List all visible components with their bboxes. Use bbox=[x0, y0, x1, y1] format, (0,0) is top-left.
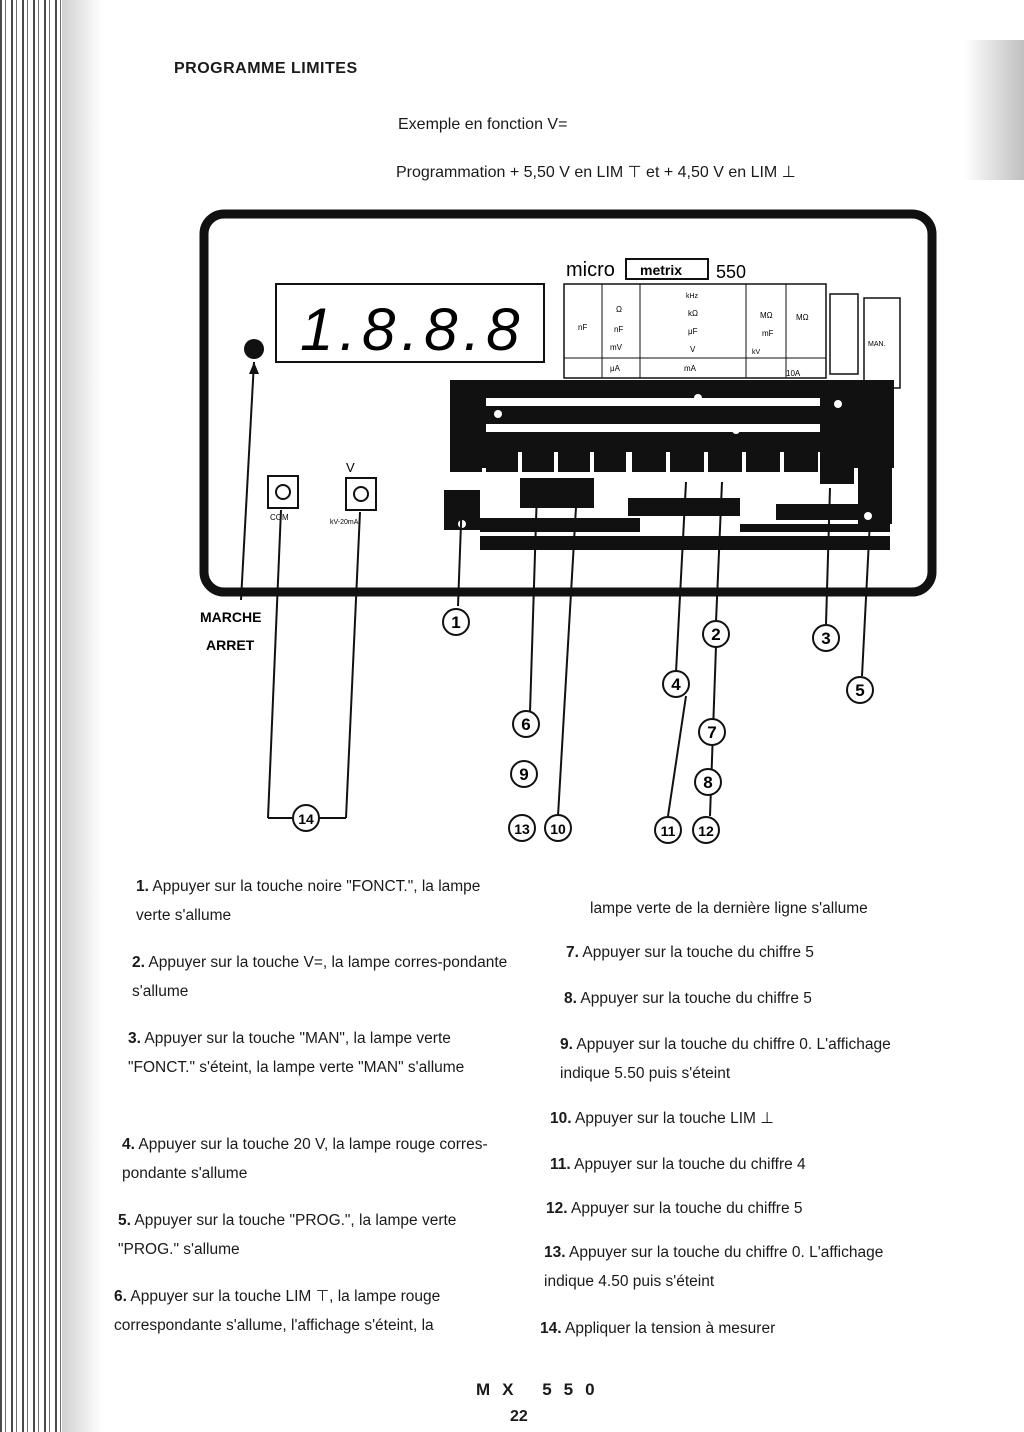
step-1: 1. Appuyer sur la touche noire "FONCT.", la lampe verte s'allume bbox=[136, 878, 481, 924]
step-6: 6. Appuyer sur la touche LIM ⊤, la lampe rouge correspondante s'allume, l'affichage s'éteint, la bbox=[114, 1288, 441, 1334]
svg-text:MAN.: MAN. bbox=[868, 341, 886, 348]
svg-text:MΩ: MΩ bbox=[760, 311, 773, 320]
lcd-digits: 1.8.8.8 bbox=[300, 296, 526, 363]
svg-text:mF: mF bbox=[762, 329, 774, 338]
svg-text:4: 4 bbox=[671, 675, 681, 694]
svg-text:2: 2 bbox=[711, 625, 721, 644]
svg-text:V: V bbox=[690, 345, 696, 354]
power-arrow bbox=[249, 362, 259, 374]
svg-text:Ω: Ω bbox=[616, 305, 622, 314]
svg-text:kHz: kHz bbox=[686, 293, 699, 300]
step-6-continued: lampe verte de la dernière ligne s'allume bbox=[590, 900, 868, 917]
svg-text:10: 10 bbox=[550, 821, 566, 837]
svg-text:MΩ: MΩ bbox=[796, 313, 809, 322]
step-5: 5. Appuyer sur la touche "PROG.", la lampe verte "PROG." s'allume bbox=[118, 1212, 457, 1258]
callout-leaders bbox=[268, 482, 870, 818]
step-13: 13. Appuyer sur la touche du chiffre 0. L'affichage indique 4.50 puis s'éteint bbox=[544, 1244, 884, 1290]
svg-text:kV-20mA: kV-20mA bbox=[330, 519, 359, 526]
svg-text:14: 14 bbox=[298, 811, 314, 827]
svg-text:13: 13 bbox=[514, 821, 530, 837]
svg-text:3: 3 bbox=[821, 629, 831, 648]
page-title: PROGRAMME LIMITES bbox=[174, 60, 358, 77]
step-4: 4. Appuyer sur la touche 20 V, la lampe rouge corres-pondante s'allume bbox=[122, 1136, 488, 1182]
step-3: 3. Appuyer sur la touche "MAN", la lampe verte "FONCT." s'éteint, la lampe verte "MAN" s'allume bbox=[128, 1030, 465, 1076]
callout-markers bbox=[293, 609, 873, 843]
svg-text:nF: nF bbox=[578, 323, 588, 332]
example-line: Exemple en fonction V= bbox=[398, 116, 568, 133]
step-10: 10. Appuyer sur la touche LIM ⊥ bbox=[550, 1110, 774, 1127]
step-7: 7. Appuyer sur la touche du chiffre 5 bbox=[566, 944, 814, 961]
brand-model: 550 bbox=[716, 262, 747, 282]
svg-text:V: V bbox=[346, 460, 355, 475]
svg-text:mV: mV bbox=[610, 343, 622, 352]
brand-micro: micro bbox=[566, 259, 615, 281]
jack-v[interactable] bbox=[346, 478, 376, 510]
power-leader bbox=[241, 362, 254, 600]
svg-text:1: 1 bbox=[451, 613, 461, 632]
step-2: 2. Appuyer sur la touche V=, la lampe corres-pondante s'allume bbox=[132, 954, 508, 1000]
brand-metrix: metrix bbox=[640, 262, 683, 278]
svg-text:9: 9 bbox=[519, 765, 529, 784]
jack-com[interactable] bbox=[268, 476, 298, 508]
svg-text:COM: COM bbox=[270, 513, 289, 522]
svg-text:μF: μF bbox=[688, 327, 698, 336]
svg-text:7: 7 bbox=[707, 723, 717, 742]
step-14: 14. Appliquer la tension à mesurer bbox=[540, 1320, 776, 1337]
svg-text:nF: nF bbox=[614, 325, 624, 334]
svg-text:10A: 10A bbox=[786, 369, 801, 378]
svg-text:12: 12 bbox=[698, 823, 714, 839]
step-11: 11. Appuyer sur la touche du chiffre 4 bbox=[550, 1156, 806, 1173]
power-label-marche: MARCHE bbox=[200, 609, 262, 625]
page-number: 22 bbox=[510, 1408, 528, 1425]
power-button[interactable] bbox=[244, 339, 264, 359]
step-9: 9. Appuyer sur la touche du chiffre 0. L'affichage indique 5.50 puis s'éteint bbox=[560, 1036, 891, 1082]
step-8: 8. Appuyer sur la touche du chiffre 5 bbox=[564, 990, 812, 1007]
svg-text:5: 5 bbox=[855, 681, 865, 700]
footer-model: MX 550 bbox=[476, 1380, 607, 1399]
svg-text:kΩ: kΩ bbox=[688, 309, 698, 318]
programming-line: Programmation + 5,50 V en LIM ⊤ et + 4,50 V en LIM ⊥ bbox=[396, 164, 796, 181]
svg-text:μA: μA bbox=[610, 364, 620, 373]
svg-text:kV: kV bbox=[752, 349, 761, 356]
power-label-arret: ARRET bbox=[206, 637, 255, 653]
step-12: 12. Appuyer sur la touche du chiffre 5 bbox=[546, 1200, 803, 1217]
svg-text:mA: mA bbox=[684, 364, 696, 373]
svg-text:11: 11 bbox=[660, 823, 676, 839]
svg-text:6: 6 bbox=[521, 715, 531, 734]
keypad[interactable] bbox=[444, 380, 894, 550]
svg-text:8: 8 bbox=[703, 773, 713, 792]
